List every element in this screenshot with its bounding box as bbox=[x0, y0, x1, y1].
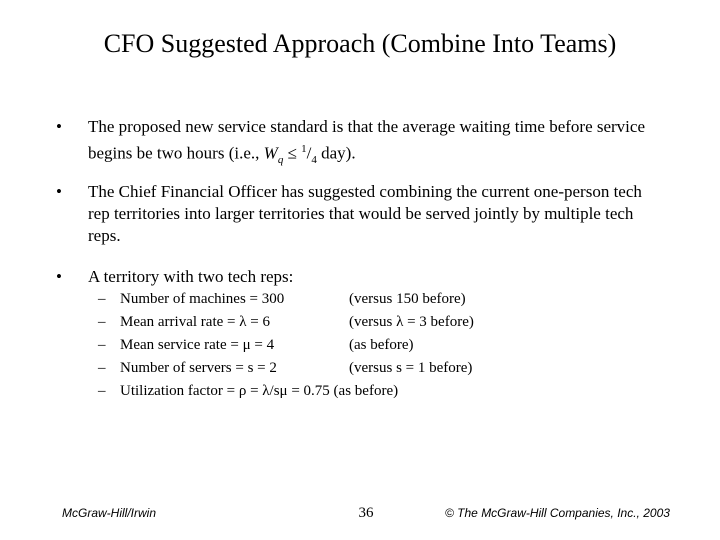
subitem-arrival-rate bbox=[98, 311, 658, 334]
bullet-text-pre: The proposed new service standard is that the average waiting time before service begins be two hours (i.e., bbox=[88, 117, 645, 163]
bullet-marker: • bbox=[56, 117, 62, 136]
bullet-marker: • bbox=[56, 182, 62, 201]
footer-publisher: McGraw-Hill/Irwin bbox=[62, 506, 156, 520]
dash-marker: – bbox=[98, 314, 106, 330]
bullet-text: A territory with two tech reps: bbox=[88, 267, 294, 286]
bullet-text bbox=[88, 116, 656, 171]
waiting-time-var: W bbox=[263, 143, 278, 163]
dash-marker: – bbox=[98, 337, 106, 353]
subitem-left: Mean arrival rate = λ = 6 bbox=[120, 314, 270, 330]
slide-title: CFO Suggested Approach (Combine Into Teams) bbox=[103, 29, 617, 58]
frac-num: 1 bbox=[301, 143, 307, 155]
subitem-machines bbox=[98, 288, 658, 311]
subitem-servers bbox=[98, 357, 658, 380]
subitem-left: Mean service rate = μ = 4 bbox=[120, 337, 275, 353]
waiting-time-sub: q bbox=[277, 154, 284, 167]
subitem-utilization bbox=[98, 380, 658, 403]
subitem-right: (as before) bbox=[349, 337, 414, 353]
bullet-text: The Chief Financial Officer has suggested combining the current one-person tech rep territories into larger territories that would be served jointly by multiple tech reps. bbox=[88, 182, 642, 245]
footer-copyright: © The McGraw-Hill Companies, Inc., 2003 bbox=[445, 506, 670, 520]
page-number: 36 bbox=[358, 505, 374, 521]
dash-marker: – bbox=[98, 291, 106, 307]
dash-marker: – bbox=[98, 360, 106, 376]
subitem-service-rate bbox=[98, 334, 658, 357]
bullet-marker: • bbox=[56, 267, 62, 286]
subitem-right: (versus λ = 3 before) bbox=[349, 314, 474, 330]
subitem-right: (versus 150 before) bbox=[349, 291, 466, 307]
subitem-left: Number of machines = 300 bbox=[120, 291, 285, 307]
dash-marker: – bbox=[98, 383, 106, 399]
subitem-right: (versus s = 1 before) bbox=[349, 360, 473, 376]
subitem-left: Number of servers = s = 2 bbox=[120, 360, 277, 376]
bullet-text-post: day). bbox=[316, 143, 356, 163]
subitem-left: Utilization factor = ρ = λ/sμ = 0.75 (as before) bbox=[120, 383, 399, 399]
frac-den: 4 bbox=[311, 154, 317, 167]
frac-sep: / bbox=[306, 143, 312, 163]
leq-symbol: ≤ bbox=[283, 143, 302, 163]
